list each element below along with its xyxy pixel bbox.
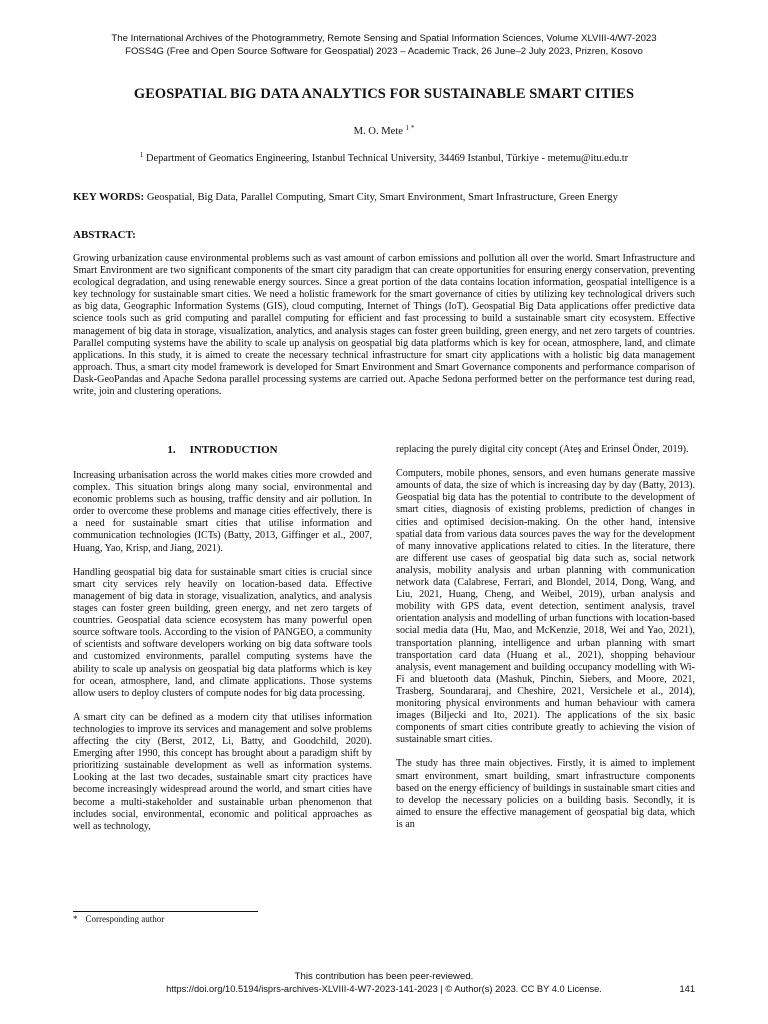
footnote-marker: * [73, 914, 78, 924]
paragraph: Computers, mobile phones, sensors, and even humans generate massive amounts of data, the size of which is increasing day by day (Batty, 2013). Geospatial big data has the potential to contribute to the development of smart cities, diagnosis of existing problems, prediction of changes in cities and optimised decision-making. On the other hand, intensive spatial data from various data sources paves the way for the development of many innovative applications related to cities. In the literature, there are different use cases of geospatial big data such as, social network analysis, mobility analysis and urban planning with communication network data (Calabrese, Ferrari, and Blondel, 2014, Dong, Wang, and Liu, 2021, Huang, Cheng, and Weibel, 2019), urban analysis and mobility with GPS data, event detection, sentiment analysis, travel orientation analysis and modelling of urban functions with location-based social media data (Hu, Mao, and McKenzie, 2018, Wei and Yao, 2021), transportation planning, intelligence and urban planning with smart transportation card data (Huang et al., 2021), shopping behaviour analysis, event management and building occupancy modelling with Wi-Fi and bluetooth data (Mashuk, Pinchin, Siebers, and Moore, 2021, Trasberg, Soundararaj, and Cheshire, 2021, Versichele et al., 2014), monitoring physical environments and human behaviour with camera images (Biljecki and Ito, 2021). The applications of the six basic components of smart cities contribute greatly to achieving the vision of sustainable smart cities. [396, 468, 695, 746]
footnote-text: Corresponding author [85, 914, 165, 924]
paragraph: Handling geospatial big data for sustainable smart cities is crucial since smart city services rely heavily on location-based data. Effective management of big data in storage, visualization, analytics, and analysis stages can foster green building, green energy, and net zero targets of countries. Geospatial data science ecosystem has many powerful open source software tools. According to the vision of PANGEO, a community of scientists and software developers working on big data software tools and customized environments, parallel computing systems have the ability to scale up analysis on geospatial big data platforms which is key for ocean, atmosphere, land, and climate applications. Those systems allow users to deploy clusters of compute nodes for big data processing. [73, 566, 372, 699]
journal-header [40, 33, 728, 58]
header-line-1: The International Archives of the Photogrammetry, Remote Sensing and Spatial Information Sciences, Volume XLVIII-4/W7-2023 [111, 33, 657, 44]
page-number: 141 [679, 984, 695, 994]
peer-review-note: This contribution has been peer-reviewed. [294, 971, 474, 982]
affiliation-marker: 1 [139, 151, 144, 159]
keywords-label: KEY WORDS: [73, 191, 145, 203]
affiliation [40, 153, 728, 164]
section-title: INTRODUCTION [189, 444, 278, 456]
author-name: M. O. Mete [353, 126, 404, 137]
footnote-rule [73, 911, 258, 912]
affiliation-text: Department of Geomatics Engineering, Istanbul Technical University, 34469 Istanbul, Türkiye - metemu@itu.edu.tr [145, 153, 629, 164]
keywords-text: Geospatial, Big Data, Parallel Computing, Smart City, Smart Environment, Smart Infrastructure, Green Energy [146, 192, 618, 203]
abstract-text: Growing urbanization cause environmental problems such as vast amount of carbon emissions and pollution all over the world. Smart Infrastructure and Smart Environment are two significant components of the smart city paradigm that can create opportunities for ensuring energy conservation, preventing ecological degradation, and using renewable energy sources. Since a great portion of the data contains location information, geospatial intelligence is a key technology for sustainable smart cities. We need a holistic framework for the smart governance of cities by utilizing key technological drivers such as big data, Geographic Information Systems (GIS), cloud computing, Internet of Things (IoT). Geospatial Big Data applications offer predictive data science tools such as grid computing and parallel computing for efficient and fast processing to build a sustainable smart city ecosystem. Effective management of big data in storage, visualization, analytics, and analysis stages can foster green building, green energy, and net zero targets of countries. Parallel computing systems have the ability to scale up analysis on geospatial big data platforms which is key for ocean, atmosphere, land, and climate applications. In this study, it is aimed to create the necessary technical infrastructure for smart city applications with a holistic big data management approach. Thus, a smart city model framework is developed for Smart Environment and Smart Governance components and performance comparison of Dask-GeoPandas and Apache Sedona parallel processing systems are carried out. Apache Sedona performed better on the performance test during read, write, join and clustering operations. [73, 253, 695, 398]
footnote [73, 914, 164, 924]
doi-link[interactable]: https://doi.org/10.5194/isprs-archives-XLVIII-4-W7-2023-141-2023 | © Author(s) 2023. CC BY 4.0 License. [166, 984, 602, 994]
section-number: 1. [167, 444, 176, 456]
author-marker: 1 * [405, 124, 415, 132]
keywords [73, 191, 703, 203]
right-column [396, 444, 695, 843]
paragraph: The study has three main objectives. Firstly, it is aimed to implement smart environment, smart building, smart infrastructure components based on the energy efficiency of buildings in sustainable smart cities and to develop the necessary policies on a building basis. Secondly, it is aimed to ensure the effective management of geospatial big data, which is an [396, 758, 695, 830]
paper-title: GEOSPATIAL BIG DATA ANALYTICS FOR SUSTAINABLE SMART CITIES [133, 86, 635, 102]
author-line [40, 126, 728, 137]
abstract-heading: ABSTRACT: [73, 229, 136, 241]
doi-footer [73, 984, 695, 994]
section-heading [73, 444, 372, 458]
paragraph: Increasing urbanisation across the world makes cities more crowded and complex. This situation brings along many social, environmental and economic problems such as housing, traffic density and air pollution. In order to overcome these problems and manage cities effectively, there is a need for sustainable smart cities that utilise information and communication technologies (ICTs) (Batty, 2013, Giffinger et al., 2007, Huang, Yao, Krisp, and Jiang, 2021). [73, 470, 372, 554]
left-column [73, 444, 372, 845]
header-line-2: FOSS4G (Free and Open Source Software for Geospatial) 2023 – Academic Track, 26 June–2 July 2023, Prizren, Kosovo [125, 45, 643, 57]
paragraph: replacing the purely digital city concept (Ateş and Erinsel Önder, 2019). [396, 444, 689, 455]
paragraph: A smart city can be defined as a modern city that utilises information technologies to improve its services and management and solve problems affecting the city (Berst, 2012, Li, Batty, and Goodchild, 2020). Emerging after 1990, this concept has brought about a paradigm shift by prioritizing sustainable development as well as information systems. Looking at the last two decades, sustainable smart city practices have become increasingly widespread around the world, and smart cities have become a multi-stakeholder and sustainable urban phenomenon that includes social, environmental, economic and political approaches as well as technology, [73, 711, 372, 832]
